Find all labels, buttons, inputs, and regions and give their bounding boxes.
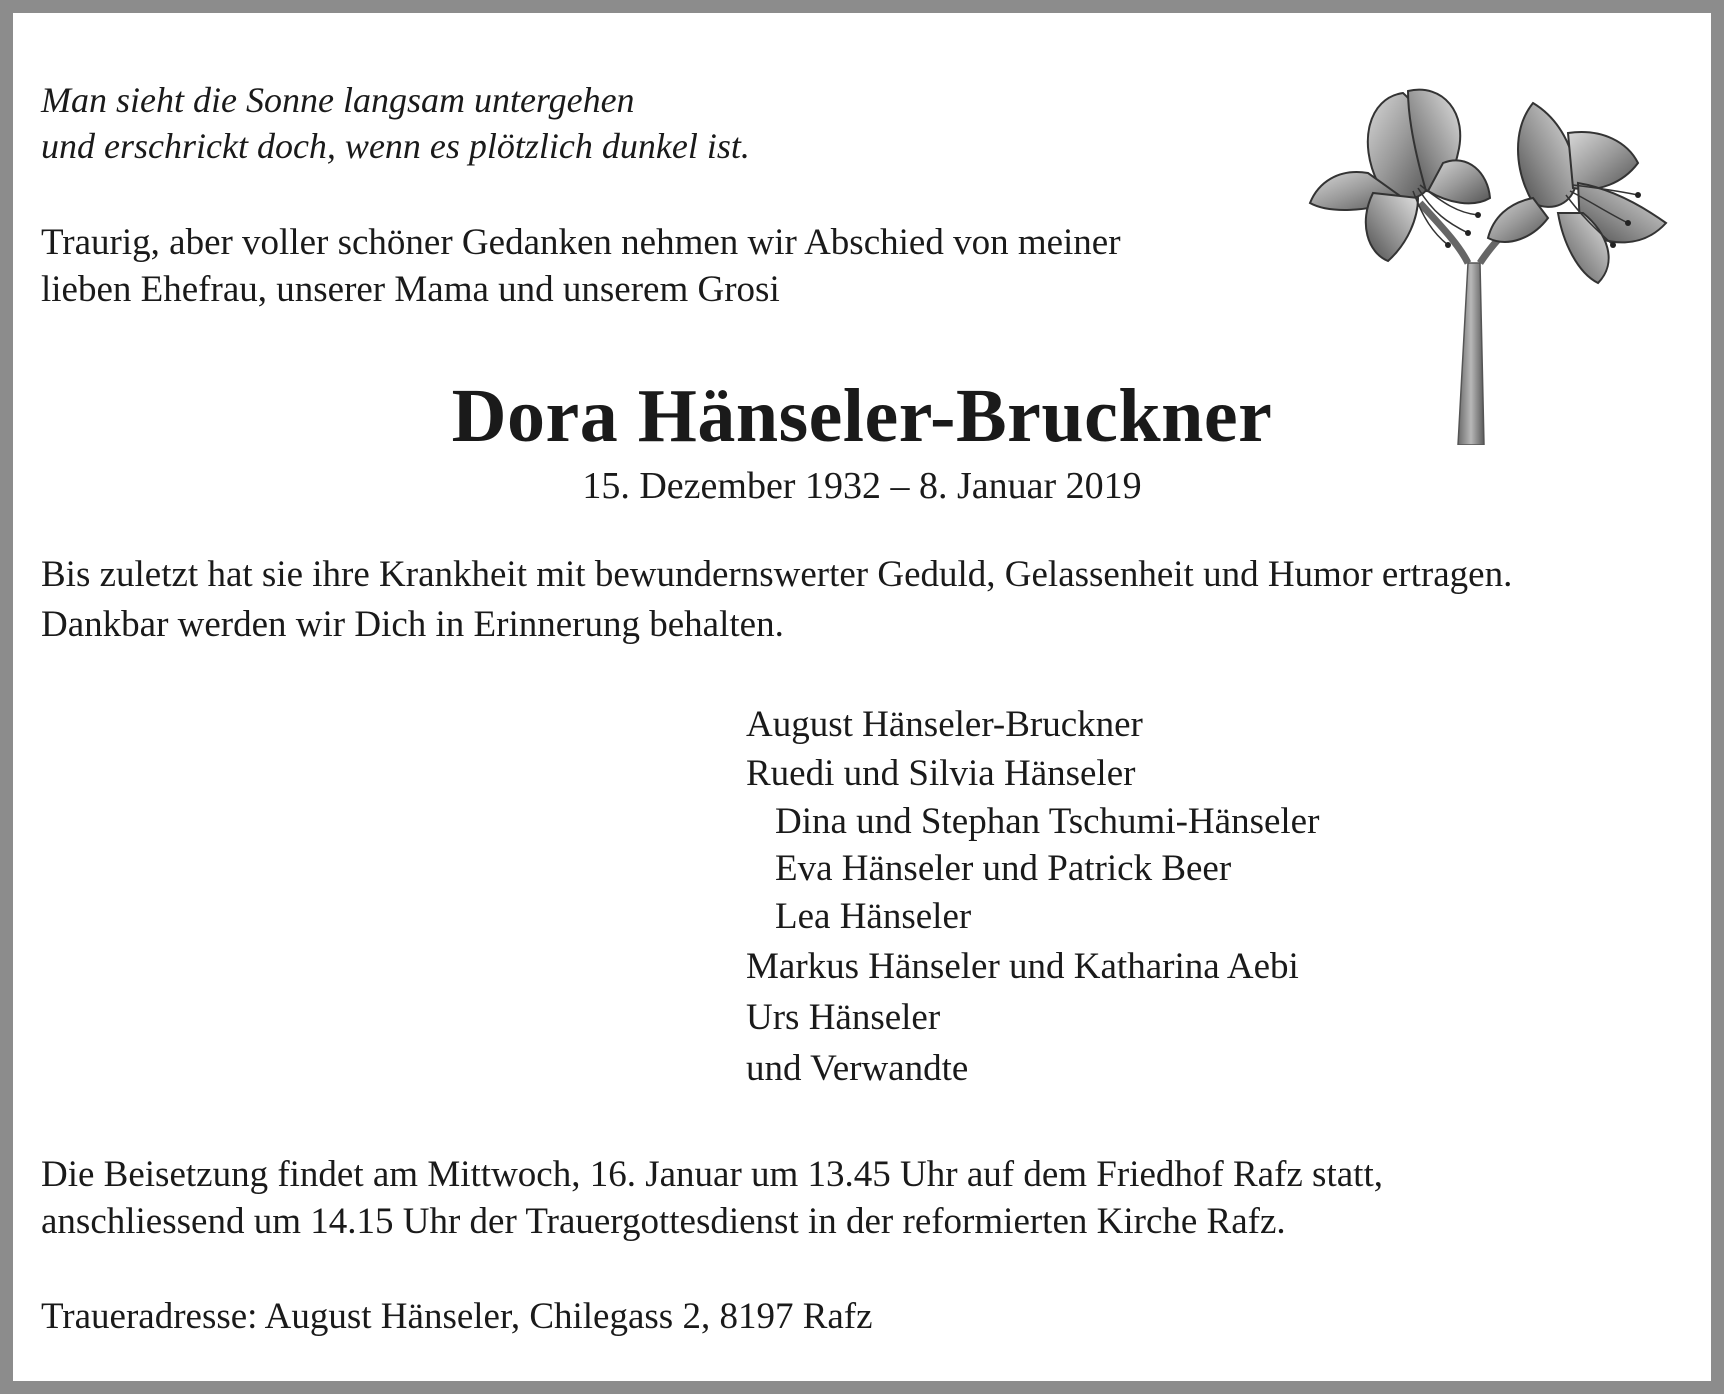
mourner-item: Eva Hänseler und Patrick Beer [775, 848, 1232, 889]
mourner-item: Urs Hänseler [746, 997, 941, 1038]
right-bloom [1488, 103, 1666, 283]
mourner-item: Ruedi und Silvia Hänseler [746, 753, 1136, 794]
funeral-line-2: anschliessend um 14.15 Uhr der Trauergottesdienst in der reformierten Kirche Rafz. [41, 1201, 1286, 1242]
motto-line-1: Man sieht die Sonne langsam untergehen [41, 80, 635, 120]
funeral-line-1: Die Beisetzung findet am Mittwoch, 16. Januar um 13.45 Uhr auf dem Friedhof Rafz statt, [41, 1154, 1383, 1195]
deceased-name: Dora Hänseler-Bruckner [451, 374, 1273, 458]
mourner-item: Lea Hänseler [775, 896, 972, 937]
mourner-item: und Verwandte [746, 1048, 969, 1089]
intro-line-1: Traurig, aber voller schöner Gedanken nehmen wir Abschied von meiner [41, 222, 1121, 263]
tribute-line-1: Bis zuletzt hat sie ihre Krankheit mit bewundernswerter Geduld, Gelassenheit und Humor ertragen. [41, 554, 1513, 595]
intro-line-2: lieben Ehefrau, unserer Mama und unserem Grosi [41, 269, 780, 310]
obituary-notice [13, 13, 1711, 1381]
mourner-item: Markus Hänseler und Katharina Aebi [746, 946, 1299, 987]
life-dates: 15. Dezember 1932 – 8. Januar 2019 [582, 465, 1142, 507]
left-bloom [1310, 90, 1490, 261]
mourner-item: Dina und Stephan Tschumi-Hänseler [775, 801, 1320, 842]
tribute-line-2: Dankbar werden wir Dich in Erinnerung behalten. [41, 604, 784, 645]
mourner-item: August Hänseler-Bruckner [746, 704, 1143, 745]
mourning-address: Traueradresse: August Hänseler, Chilegass 2, 8197 Rafz [41, 1296, 873, 1337]
motto-line-2: und erschrickt doch, wenn es plötzlich dunkel ist. [41, 126, 750, 166]
